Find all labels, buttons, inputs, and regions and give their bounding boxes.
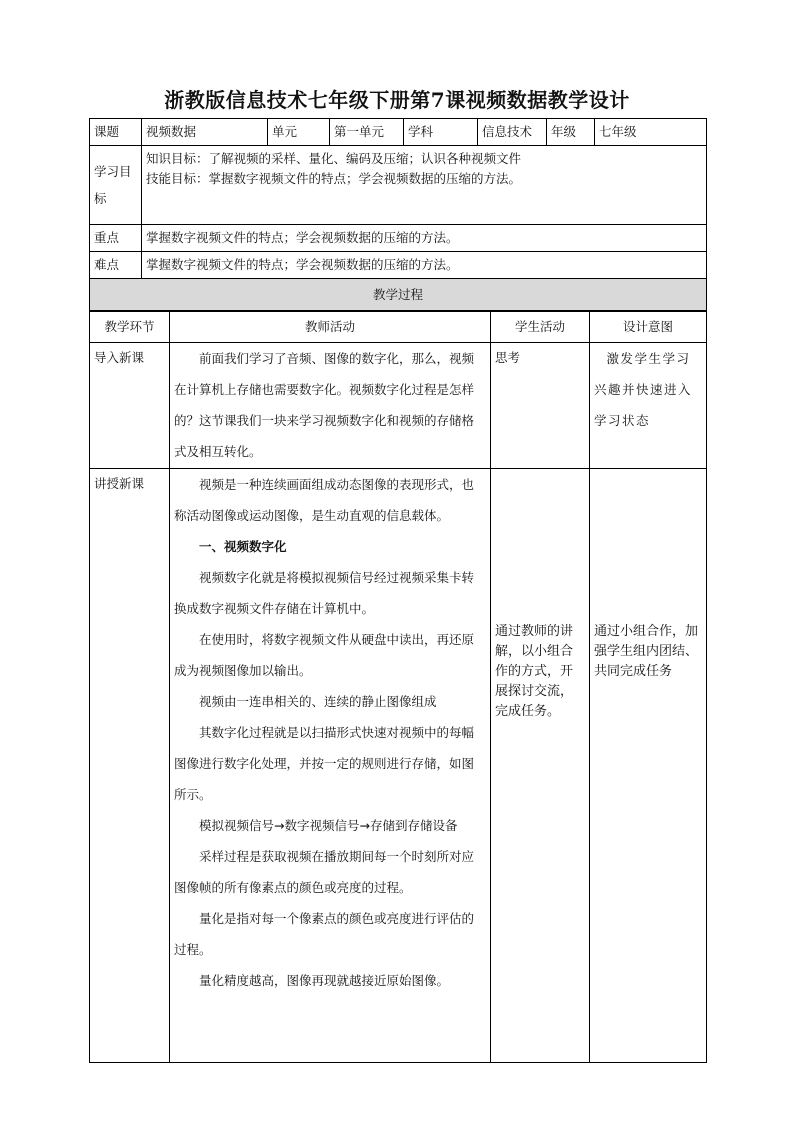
subject-value: 信息技术	[478, 119, 547, 146]
page-title: 浙教版信息技术七年级下册第7课视频数据教学设计	[164, 88, 630, 112]
lesson-plan-table	[89, 118, 707, 311]
lesson-paragraph: 在使用时，将数字视频文件从硬盘中读出，再还原成为视频图像加以输出。	[174, 632, 475, 678]
goals-row	[90, 146, 707, 225]
key-label: 重点	[90, 225, 142, 252]
topic-value: 视频数据	[142, 119, 268, 146]
key-text: 掌握数字视频文件的特点；学会视频数据的压缩的方法。	[142, 225, 707, 252]
lesson-heading: 一、视频数字化	[199, 539, 287, 554]
lesson-paragraph: 视频由一连串相关的、连续的静止图像组成	[199, 694, 437, 709]
skill-goal: 技能目标：掌握数字视频文件的特点；学会视频数据的压缩的方法。	[146, 171, 522, 186]
intro-row	[90, 343, 707, 469]
col-teacher: 教师活动	[170, 312, 491, 343]
goals-label: 学习目标	[90, 146, 142, 225]
process-table	[89, 311, 707, 1063]
lesson-teacher	[170, 469, 491, 1063]
lesson-paragraph: 量化是指对每一个像素点的颜色或亮度进行评估的过程。	[174, 911, 475, 957]
col-intent: 设计意图	[590, 312, 707, 343]
info-row	[90, 119, 707, 146]
lesson-student: 通过教师的讲解，以小组合作的方式，开展探讨交流，完成任务。	[491, 469, 590, 1063]
intro-stage: 导入新课	[90, 343, 170, 469]
lesson-paragraph: 其数字化过程就是以扫描形式快速对视频中的每幅图像进行数字化处理，并按一定的规则进行存储，如图所示。	[174, 725, 475, 802]
difficulty-row	[90, 252, 707, 279]
lesson-intent: 通过小组合作，加强学生组内团结、共同完成任务	[590, 469, 707, 1063]
goals-content	[142, 146, 707, 225]
col-student: 学生活动	[491, 312, 590, 343]
topic-label: 课题	[90, 119, 142, 146]
knowledge-goal: 知识目标：了解视频的采样、量化、编码及压缩；认识各种视频文件	[146, 151, 522, 166]
intro-teacher	[170, 343, 491, 469]
process-header: 教学过程	[90, 279, 707, 311]
unit-label: 单元	[268, 119, 330, 146]
process-header-row	[90, 279, 707, 311]
process-columns-row	[90, 312, 707, 343]
subject-label: 学科	[404, 119, 478, 146]
lesson-paragraph: 视频数字化就是将模拟视频信号经过视频采集卡转换成数字视频文件存储在计算机中。	[174, 570, 475, 616]
intro-student: 思考	[491, 343, 590, 469]
lesson-stage: 讲授新课	[90, 469, 170, 1063]
intro-teacher-text: 前面我们学习了音频、图像的数字化，那么，视频在计算机上存储也需要数字化。视频数字化过程是怎样的？这节课我们一块来学习视频数字化和视频的存储格式及相互转化。	[174, 351, 475, 459]
lesson-paragraph: 视频是一种连续画面组成动态图像的表现形式，也称活动图像或运动图像，是生动直观的信息载体。	[174, 477, 475, 523]
intro-intent-text: 激发学生学习兴趣并快速进入学习状态	[594, 351, 693, 428]
lesson-row	[90, 469, 707, 1063]
lesson-paragraph: 模拟视频信号→数字视频信号→存储到存储设备	[199, 818, 458, 833]
difficulty-label: 难点	[90, 252, 142, 279]
key-row	[90, 225, 707, 252]
col-stage: 教学环节	[90, 312, 170, 343]
lesson-paragraph: 采样过程是获取视频在播放期间每一个时刻所对应图像帧的所有像素点的颜色或亮度的过程。	[174, 849, 475, 895]
grade-value: 七年级	[595, 119, 707, 146]
unit-value: 第一单元	[330, 119, 404, 146]
grade-label: 年级	[547, 119, 595, 146]
lesson-paragraph: 量化精度越高，图像再现就越接近原始图像。	[199, 973, 450, 988]
intro-intent	[590, 343, 707, 469]
difficulty-text: 掌握数字视频文件的特点；学会视频数据的压缩的方法。	[142, 252, 707, 279]
